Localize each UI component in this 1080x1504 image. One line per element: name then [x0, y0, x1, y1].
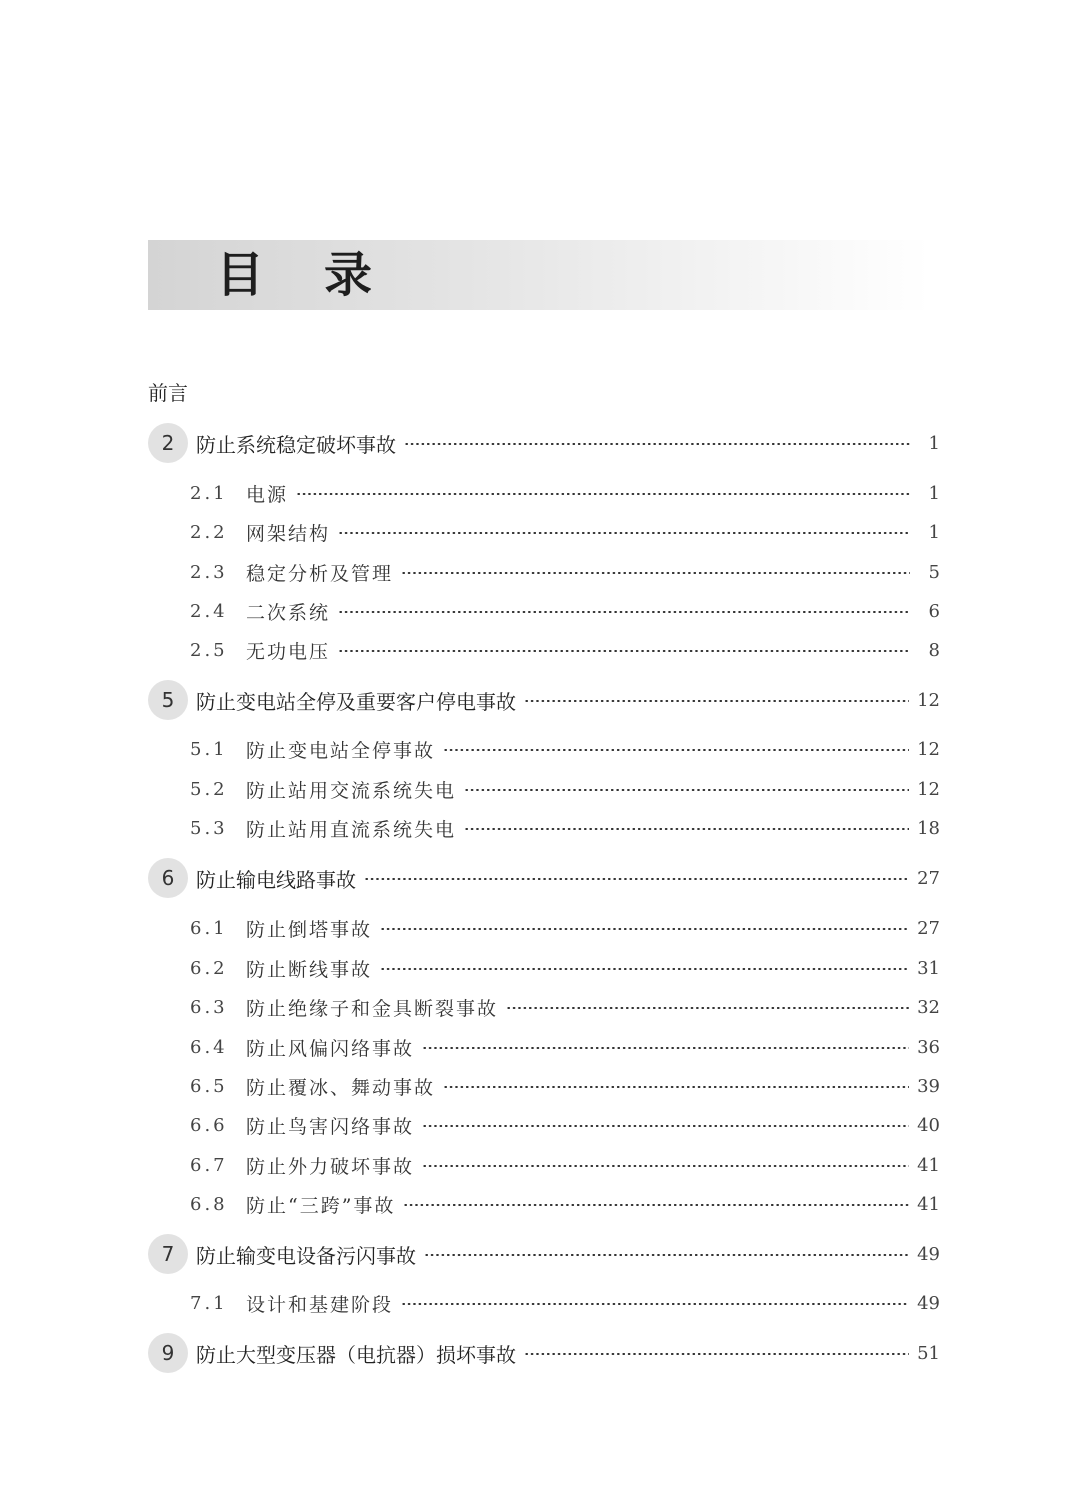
section-title: 网架结构 [246, 522, 331, 545]
chapter-number-badge: 9 [148, 1333, 188, 1373]
section-title: 设计和基建阶段 [246, 1293, 394, 1316]
page-number: 12 [917, 778, 940, 800]
toc-chapter-2[interactable] [148, 426, 940, 460]
section-title: 防止绝缘子和金具断裂事故 [246, 997, 499, 1020]
page-number: 32 [917, 996, 940, 1018]
section-title: 无功电压 [246, 640, 331, 663]
section-title: 防止鸟害闪络事故 [246, 1115, 415, 1138]
chapter-title: 防止输变电设备污闪事故 [196, 1243, 416, 1268]
toc-section-2-4[interactable] [148, 594, 940, 628]
section-title: 防止断线事故 [246, 958, 373, 981]
section-number: 6.7 [190, 1154, 228, 1176]
page-number: 40 [917, 1114, 940, 1136]
section-number: 5.2 [190, 778, 228, 800]
toc-section-5-3[interactable] [148, 811, 940, 845]
page-number: 31 [917, 957, 940, 979]
dot-leader [401, 1303, 909, 1305]
dot-leader [422, 1165, 909, 1167]
section-title: 防止倒塔事故 [246, 918, 373, 941]
toc-section-6-1[interactable] [148, 911, 940, 945]
toc-heading-band [148, 240, 930, 310]
dot-leader [422, 1125, 909, 1127]
section-title: 防止站用直流系统失电 [246, 818, 457, 841]
toc-section-5-1[interactable] [148, 732, 940, 766]
page-number: 41 [917, 1154, 940, 1176]
chapter-title: 防止系统稳定破坏事故 [196, 432, 396, 457]
page-number: 27 [917, 917, 940, 939]
toc-section-2-1[interactable] [148, 476, 940, 510]
page-number: 12 [917, 738, 940, 760]
toc-section-5-2[interactable] [148, 772, 940, 806]
toc-chapter-5[interactable] [148, 683, 940, 717]
dot-leader [338, 532, 910, 534]
toc-heading-char-1: 目 [216, 247, 265, 303]
dot-leader [464, 828, 909, 830]
section-title: 稳定分析及管理 [246, 562, 394, 585]
chapter-title: 防止大型变压器（电抗器）损坏事故 [196, 1342, 516, 1367]
page-number: 1 [928, 482, 940, 504]
section-number: 2.2 [190, 521, 228, 543]
section-title: 电源 [246, 483, 289, 506]
section-number: 2.3 [190, 561, 228, 583]
chapter-number-badge: 6 [148, 858, 188, 898]
page-number: 6 [928, 600, 940, 622]
dot-leader [464, 789, 909, 791]
section-number: 2.4 [190, 600, 228, 622]
toc-section-6-4[interactable] [148, 1030, 940, 1064]
chapter-title: 防止输电线路事故 [196, 867, 356, 892]
section-title: 防止站用交流系统失电 [246, 779, 457, 802]
page-number: 18 [917, 817, 940, 839]
page-number: 12 [917, 689, 940, 711]
page-number: 27 [917, 867, 940, 889]
section-number: 5.1 [190, 738, 228, 760]
dot-leader [403, 1204, 909, 1206]
dot-leader [424, 1254, 909, 1256]
section-title: 防止“三跨”事故 [246, 1194, 396, 1217]
section-number: 6.6 [190, 1114, 228, 1136]
section-number: 6.4 [190, 1036, 228, 1058]
section-number: 2.1 [190, 482, 228, 504]
page-number: 36 [917, 1036, 940, 1058]
toc-section-2-2[interactable] [148, 515, 940, 549]
toc-preface[interactable]: 前言 [148, 381, 188, 405]
toc-section-6-3[interactable] [148, 990, 940, 1024]
section-title: 防止风偏闪络事故 [246, 1037, 415, 1060]
dot-leader [422, 1047, 909, 1049]
dot-leader [506, 1007, 909, 1009]
chapter-number-badge: 5 [148, 680, 188, 720]
section-number: 6.2 [190, 957, 228, 979]
section-number: 7.1 [190, 1292, 228, 1314]
section-title: 防止外力破坏事故 [246, 1155, 415, 1178]
section-number: 5.3 [190, 817, 228, 839]
page-number: 49 [917, 1292, 940, 1314]
chapter-title: 防止变电站全停及重要客户停电事故 [196, 689, 516, 714]
section-title: 二次系统 [246, 601, 331, 624]
section-title: 防止覆冰、舞动事故 [246, 1076, 436, 1099]
toc-section-2-3[interactable] [148, 555, 940, 589]
chapter-number-badge: 7 [148, 1234, 188, 1274]
page-number: 39 [917, 1075, 940, 1097]
page-number: 8 [928, 639, 940, 661]
toc-section-7-1[interactable] [148, 1286, 940, 1320]
section-number: 6.1 [190, 917, 228, 939]
dot-leader [296, 493, 910, 495]
page-number: 5 [928, 561, 940, 583]
toc-section-6-7[interactable] [148, 1148, 940, 1182]
page-number: 51 [917, 1342, 940, 1364]
dot-leader [380, 928, 909, 930]
dot-leader [524, 1353, 909, 1355]
dot-leader [364, 878, 909, 880]
dot-leader [443, 749, 909, 751]
page-number: 1 [928, 521, 940, 543]
toc-section-6-2[interactable] [148, 951, 940, 985]
page-number: 1 [928, 432, 940, 454]
dot-leader [338, 650, 910, 652]
toc-chapter-7[interactable] [148, 1237, 940, 1271]
dot-leader [338, 611, 910, 613]
section-number: 6.8 [190, 1193, 228, 1215]
section-number: 6.3 [190, 996, 228, 1018]
section-title: 防止变电站全停事故 [246, 739, 436, 762]
dot-leader [401, 572, 910, 574]
toc-section-6-6[interactable] [148, 1108, 940, 1142]
section-number: 6.5 [190, 1075, 228, 1097]
page-number: 49 [917, 1243, 940, 1265]
toc-chapter-9[interactable] [148, 1336, 940, 1370]
chapter-number-badge: 2 [148, 423, 188, 463]
toc-heading-char-2: 录 [324, 247, 373, 303]
dot-leader [524, 700, 909, 702]
toc-section-2-5[interactable] [148, 633, 940, 667]
dot-leader [404, 443, 910, 445]
section-number: 2.5 [190, 639, 228, 661]
toc-section-6-8[interactable] [148, 1187, 940, 1221]
dot-leader [443, 1086, 909, 1088]
page-number: 41 [917, 1193, 940, 1215]
dot-leader [380, 968, 909, 970]
toc-chapter-6[interactable] [148, 861, 940, 895]
toc-section-6-5[interactable] [148, 1069, 940, 1103]
